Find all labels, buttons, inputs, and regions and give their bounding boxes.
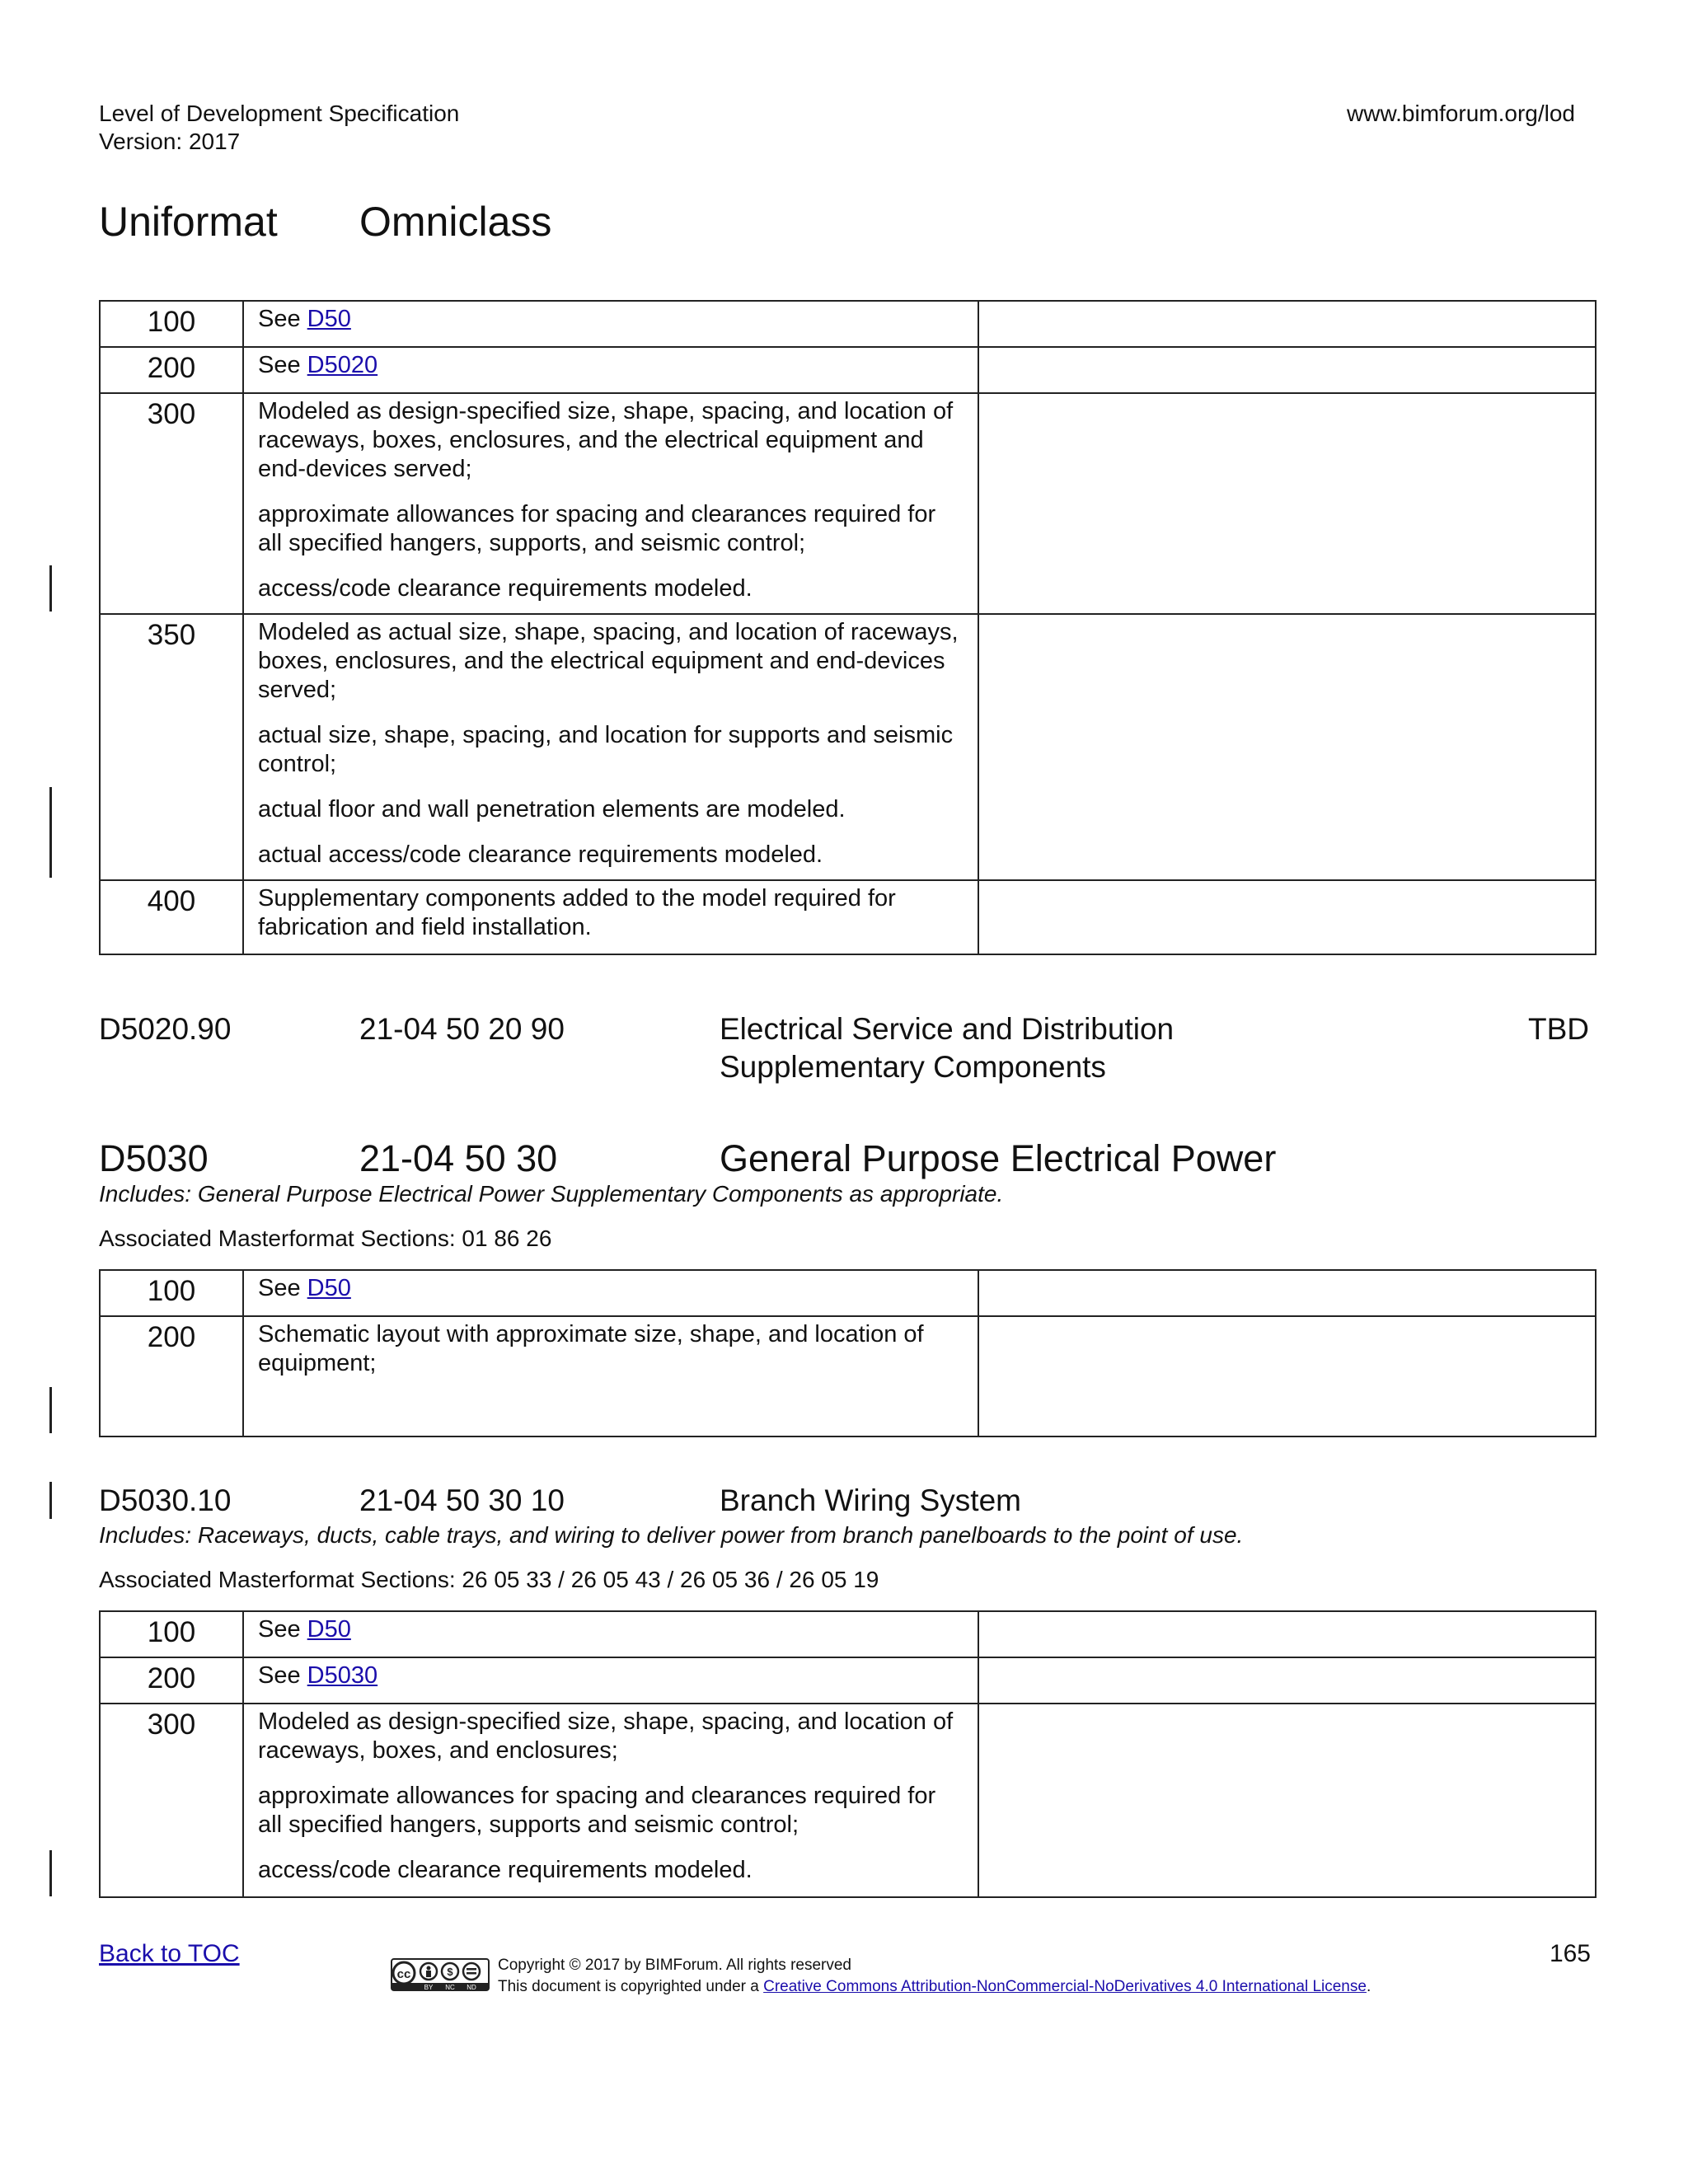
column-omniclass: Omniclass: [359, 199, 552, 245]
see-text: See: [258, 1275, 307, 1301]
table-row: [100, 1316, 1596, 1436]
lod-notes: [978, 1316, 1596, 1436]
table-row: [100, 301, 1596, 347]
desc-paragraph: access/code clearance requirements modeled.: [258, 575, 753, 602]
table-row: [100, 1270, 1596, 1316]
omniclass-code: 21-04 50 20 90: [359, 1012, 565, 1046]
lod-notes: [978, 393, 1596, 614]
svg-text:$: $: [447, 1966, 453, 1978]
see-text: See: [258, 352, 307, 378]
desc-paragraph: Supplementary components added to the model required for fabrication and field installation.: [258, 885, 896, 940]
lod-level: 200: [100, 1657, 243, 1704]
change-bar: [49, 787, 52, 878]
change-bar: [49, 1387, 52, 1433]
see-text: See: [258, 1616, 307, 1643]
lod-notes: [978, 1704, 1596, 1897]
page-number: 165: [1549, 1940, 1591, 1967]
copyright-text: Copyright © 2017 by BIMForum. All rights reserved: [498, 1957, 852, 1974]
lod-description: [243, 301, 978, 347]
lod-table-d503010: [99, 1610, 1597, 1898]
lod-table-d5020: [99, 300, 1597, 955]
cc-glyph: cc: [396, 1967, 411, 1981]
back-to-toc-link[interactable]: Back to TOC: [99, 1940, 240, 1967]
change-bar: [49, 565, 52, 612]
site-url: www.bimforum.org/lod: [1347, 101, 1575, 126]
lod-notes: [978, 1611, 1596, 1657]
lod-level: 200: [100, 1316, 243, 1436]
desc-paragraph: Modeled as design-specified size, shape, spacing, and location of raceways, boxes, enclosures, and the electrical equipment and end-devices served;: [258, 398, 954, 482]
lod-level: 100: [100, 301, 243, 347]
change-bar: [49, 1482, 52, 1519]
element-title: Branch Wiring System: [720, 1483, 1021, 1517]
desc-paragraph: access/code clearance requirements modeled.: [258, 1857, 753, 1883]
link-d50[interactable]: D50: [307, 1275, 351, 1301]
lod-notes: [978, 301, 1596, 347]
lod-level: 300: [100, 1704, 243, 1897]
lod-description: [243, 1270, 978, 1316]
lod-level: 100: [100, 1270, 243, 1316]
lod-notes: [978, 347, 1596, 393]
lod-table-d5030: [99, 1269, 1597, 1437]
element-code: D5020.90: [99, 1012, 232, 1046]
desc-paragraph: actual floor and wall penetration elements are modeled.: [258, 796, 846, 823]
link-d5020[interactable]: D5020: [307, 352, 378, 378]
link-d50[interactable]: D50: [307, 306, 351, 332]
lod-notes: [978, 1657, 1596, 1704]
license-link[interactable]: Creative Commons Attribution-NonCommercial-NoDerivatives 4.0 International License: [763, 1978, 1367, 1995]
status-tbd: TBD: [1528, 1012, 1589, 1046]
lod-level: 100: [100, 1611, 243, 1657]
lod-description: [243, 1704, 978, 1897]
lod-level: 200: [100, 347, 243, 393]
cc-by-label: BY: [424, 1984, 434, 1991]
desc-paragraph: approximate allowances for spacing and clearances required for all specified hangers, supports, and seismic control;: [258, 501, 936, 556]
element-code: D5030: [99, 1137, 209, 1179]
desc-paragraph: Schematic layout with approximate size, shape, and location of equipment;: [258, 1321, 924, 1376]
element-title-line2: Supplementary Components: [720, 1050, 1106, 1084]
see-text: See: [258, 1662, 307, 1689]
doc-title: Level of Development Specification: [99, 101, 460, 126]
associated-sections: Associated Masterformat Sections: 01 86 26: [99, 1226, 552, 1251]
desc-paragraph: approximate allowances for spacing and clearances required for all specified hangers, supports and seismic control;: [258, 1783, 936, 1838]
desc-paragraph: Modeled as design-specified size, shape, spacing, and location of raceways, boxes, and enclosures;: [258, 1708, 954, 1764]
table-row: [100, 880, 1596, 954]
column-uniformat: Uniformat: [99, 199, 278, 245]
see-text: See: [258, 306, 307, 332]
lod-level: 350: [100, 614, 243, 880]
includes-text: Includes: General Purpose Electrical Power Supplementary Components as appropriate.: [99, 1181, 1004, 1207]
license-suffix: .: [1366, 1978, 1372, 1995]
table-row: [100, 1657, 1596, 1704]
table-row: [100, 1611, 1596, 1657]
table-row: [100, 393, 1596, 614]
lod-description: [243, 1657, 978, 1704]
table-row: [100, 347, 1596, 393]
cc-nd-label: ND: [467, 1984, 476, 1991]
change-bar: [49, 1850, 52, 1896]
license-line: [498, 1978, 1371, 1996]
cc-nc-label: NC: [445, 1984, 455, 1991]
element-title: General Purpose Electrical Power: [720, 1137, 1277, 1179]
element-title: Electrical Service and Distribution: [720, 1012, 1175, 1046]
lod-level: 300: [100, 393, 243, 614]
lod-description: [243, 393, 978, 614]
table-row: [100, 1704, 1596, 1897]
desc-paragraph: Modeled as actual size, shape, spacing, and location of raceways, boxes, enclosures, and the electrical equipment and end-devices served;: [258, 619, 959, 703]
lod-description: [243, 1316, 978, 1436]
lod-description: [243, 347, 978, 393]
desc-paragraph: actual size, shape, spacing, and location for supports and seismic control;: [258, 722, 954, 777]
cc-license-badge-icon: [391, 1958, 490, 1991]
omniclass-code: 21-04 50 30 10: [359, 1483, 565, 1517]
element-code: D5030.10: [99, 1483, 232, 1517]
doc-version: Version: 2017: [99, 129, 241, 154]
omniclass-code: 21-04 50 30: [359, 1137, 558, 1179]
link-d5030[interactable]: D5030: [307, 1662, 378, 1689]
lod-notes: [978, 880, 1596, 954]
cc-badge-svg: [391, 1958, 490, 1991]
lod-level: 400: [100, 880, 243, 954]
table-row: [100, 614, 1596, 880]
lod-description: [243, 1611, 978, 1657]
license-prefix: This document is copyrighted under a: [498, 1978, 764, 1995]
desc-paragraph: actual access/code clearance requirements modeled.: [258, 841, 823, 868]
link-d50[interactable]: D50: [307, 1616, 351, 1643]
lod-description: [243, 880, 978, 954]
lod-description: [243, 614, 978, 880]
lod-notes: [978, 614, 1596, 880]
associated-sections: Associated Masterformat Sections: 26 05 33 / 26 05 43 / 26 05 36 / 26 05 19: [99, 1567, 879, 1592]
lod-notes: [978, 1270, 1596, 1316]
includes-text: Includes: Raceways, ducts, cable trays, and wiring to deliver power from branch panelboards to the point of use.: [99, 1522, 1244, 1548]
